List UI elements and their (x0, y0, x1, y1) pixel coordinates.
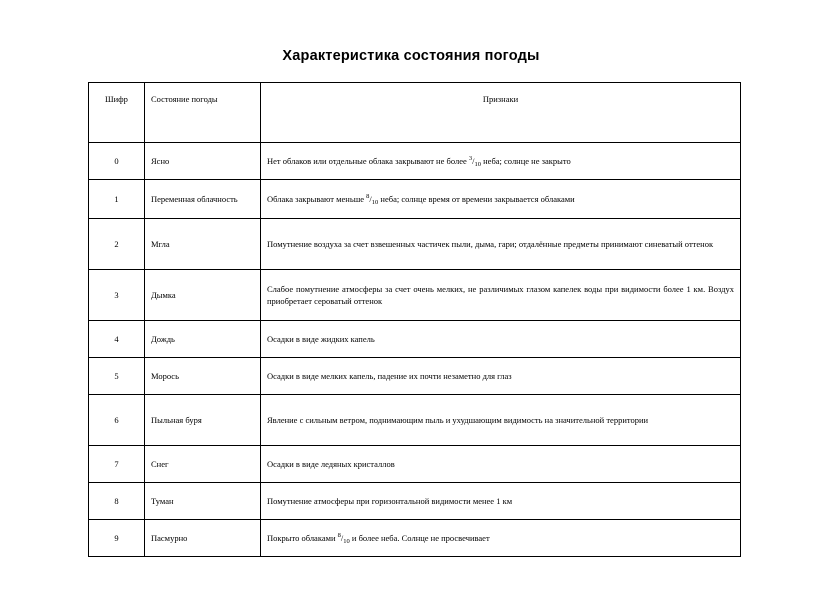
table-row (89, 358, 741, 395)
cell-signs: Помутнение воздуха за счет взвешенных частичек пыли, дыма, гари; отдалённые предметы принимают синеватый оттенок (261, 219, 741, 270)
table-header-row (89, 83, 741, 143)
cell-weather-state: Переменная облачность (145, 180, 261, 219)
column-header-code: Шифр (89, 83, 145, 143)
cell-signs: Осадки в виде жидких капель (261, 321, 741, 358)
table-row (89, 180, 741, 219)
cell-code: 7 (89, 446, 145, 483)
fraction-denominator: 10 (343, 537, 350, 545)
cell-signs: Нет облаков или отдельные облака закрывают не более $^3/_{10}$ неба; солнце не закрыто (261, 143, 741, 180)
cell-weather-state: Дождь (145, 321, 261, 358)
cell-weather-state: Мгла (145, 219, 261, 270)
table-body (89, 143, 741, 557)
cell-code: 0 (89, 143, 145, 180)
fraction-denominator: 10 (474, 160, 481, 168)
fraction-numerator: 3 (468, 154, 473, 162)
fraction-sky-cover (338, 533, 350, 543)
fraction-slash: / (369, 193, 372, 204)
cell-code: 6 (89, 395, 145, 446)
cell-signs: Помутнение атмосферы при горизонтальной видимости менее 1 км (261, 483, 741, 520)
fraction-denominator: 10 (371, 198, 379, 206)
cell-code: 2 (89, 219, 145, 270)
table-row (89, 270, 741, 321)
cell-weather-state: Туман (145, 483, 261, 520)
table-row (89, 219, 741, 270)
cell-weather-state: Пыльная буря (145, 395, 261, 446)
cell-code: 8 (89, 483, 145, 520)
cell-signs: Покрыто облаками $^8/_{10}$ и более неба. Солнце не просвечивает (261, 520, 741, 557)
table-row (89, 321, 741, 358)
cell-code: 9 (89, 520, 145, 557)
cell-weather-state: Пасмурно (145, 520, 261, 557)
cell-code: 1 (89, 180, 145, 219)
fraction-numerator: 8 (366, 192, 370, 200)
fraction-slash: / (472, 155, 475, 166)
fraction-sky-cover (366, 194, 378, 204)
table-row (89, 446, 741, 483)
column-header-signs: Признаки (261, 83, 741, 143)
cell-signs: Осадки в виде ледяных кристаллов (261, 446, 741, 483)
cell-weather-state: Ясно (145, 143, 261, 180)
weather-table-container (88, 82, 740, 557)
cell-weather-state: Морось (145, 358, 261, 395)
cell-signs: Облака закрывают меньше $^8/_{10}$ неба; солнце время от времени закрывается облаками (261, 180, 741, 219)
cell-weather-state: Снег (145, 446, 261, 483)
fraction-numerator: 8 (337, 531, 341, 539)
fraction-slash: / (340, 532, 344, 543)
cell-code: 5 (89, 358, 145, 395)
fraction-sky-cover (469, 156, 481, 166)
cell-signs: Осадки в виде мелких капель, падение их почти незаметно для глаз (261, 358, 741, 395)
cell-signs: Слабое помутнение атмосферы за счет очень мелких, не различимых глазом капелек воды при видимости более 1 км. Воздух приобретает сероватый оттенок (261, 270, 741, 321)
table-row (89, 520, 741, 557)
column-header-weather-state: Состояние погоды (145, 83, 261, 143)
cell-weather-state: Дымка (145, 270, 261, 321)
weather-characteristics-table (88, 82, 741, 557)
cell-code: 4 (89, 321, 145, 358)
cell-code: 3 (89, 270, 145, 321)
table-row (89, 483, 741, 520)
page-title: Характеристика состояния погоды (282, 48, 540, 64)
table-row (89, 395, 741, 446)
table-row (89, 143, 741, 180)
table-header (89, 83, 741, 143)
cell-signs: Явление с сильным ветром, поднимающим пыль и ухудшающим видимость на значительной территории (261, 395, 741, 446)
